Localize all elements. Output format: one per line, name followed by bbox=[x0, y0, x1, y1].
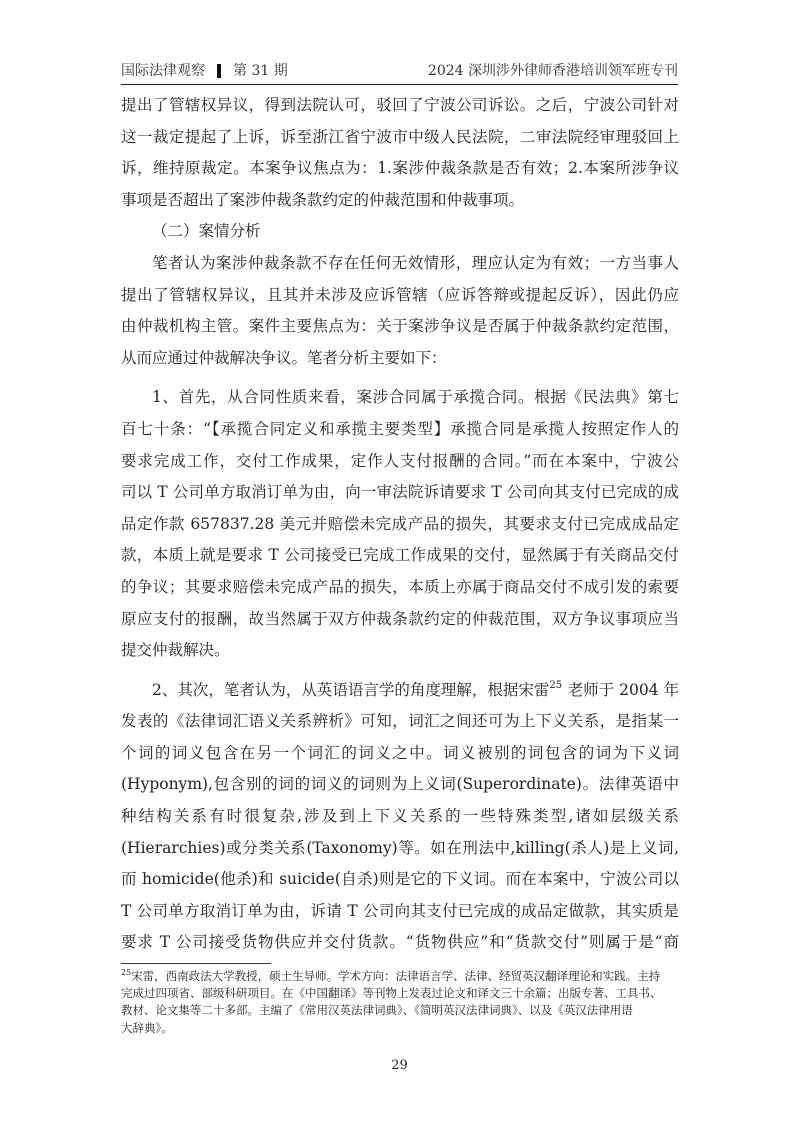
footnote-rule bbox=[121, 963, 271, 964]
text-line: 提出了管辖权异议，得到法院认可，驳回了宁波公司诉讼。之后，宁波公司针对 bbox=[121, 96, 679, 114]
footnote bbox=[121, 968, 679, 1037]
issue-number: 第 31 期 bbox=[233, 63, 288, 79]
text-line: 原应支付的报酬，故当然属于双方仲裁条款约定的仲裁范围，双方争议事项应当 bbox=[121, 609, 679, 628]
page-number: 29 bbox=[391, 1058, 408, 1073]
footnote-line: $^{25}$宋雷，西南政法大学教授，硕士生导师。学术方向：法律语言学、法律、经贸英汉翻译理论和实践。主持 bbox=[121, 968, 661, 983]
header-left bbox=[121, 60, 288, 80]
text-line: 由仲裁机构主管。案件主要焦点为：关于案涉争议是否属于仲裁条款约定范围， bbox=[121, 317, 679, 336]
text-line: 这一裁定提起了上诉，诉至浙江省宁波市中级人民法院，二审法院经审理驳回上 bbox=[121, 127, 679, 146]
section-heading: （二）案情分析 bbox=[152, 222, 261, 241]
text-segment: 2、其次，笔者认为，从英语语言学的角度理解，根据宋雷 bbox=[152, 680, 550, 699]
footnote-line: 大辞典》。 bbox=[121, 1020, 173, 1035]
text-line: 提出了管辖权异议，且其并未涉及应诉管辖（应诉答辩或提起反诉），因此仍应 bbox=[121, 285, 679, 304]
footnote-line: 教材、论文集等二十多部。主编了《常用汉英法律词典》、《简明英汉法律词典》、以及《英汉法律用语 bbox=[121, 1003, 633, 1018]
text-line: 要求 T 公司接受货物供应并交付货款。“货物供应”和“货款交付”则属于是“商 bbox=[121, 933, 679, 952]
text-line: 从而应通过仲裁解决争议。笔者分析主要如下： bbox=[121, 348, 447, 367]
text-line: 而 homicide(他杀)和 suicide(自杀)则是它的下义词。而在本案中，宁波公司以 bbox=[121, 870, 679, 889]
footnote-mark: 25 bbox=[121, 968, 132, 977]
text-line: 百七十条：“【承揽合同定义和承揽主要类型】承揽合同是承揽人按照定作人的 bbox=[121, 419, 679, 438]
text-line: 司以 T 公司单方取消订单为由，向一审法院诉请要求 T 公司向其支付已完成的成 bbox=[121, 483, 679, 502]
text-line: 发表的《法律词汇语义关系辨析》可知，词汇之间还可为上下义关系，是指某一 bbox=[121, 712, 679, 731]
text-line: 事项是否超出了案涉仲裁条款约定的仲裁范围和仲裁事项。 bbox=[121, 190, 525, 209]
text-line: 要求完成工作，交付工作成果，定作人支付报酬的合同。”而在本案中，宁波公 bbox=[121, 451, 679, 470]
text-line: (Hyponym),包含别的词的词义的词则为上义词(Superordinate)。法律英语中 bbox=[121, 775, 679, 794]
text-line: 诉，维持原裁定。本案争议焦点为：1.案涉仲裁条款是否有效；2.本案所涉争议 bbox=[121, 159, 679, 178]
text-line: 的争议；其要求赔偿未完成产品的损失，本质上亦属于商品交付不成引发的索要 bbox=[121, 577, 679, 596]
text-line: 1、首先，从合同性质来看，案涉合同属于承揽合同。根据《民法典》第七 bbox=[152, 388, 679, 407]
footnote-reference[interactable]: 25 bbox=[549, 679, 563, 691]
separator-bar-icon bbox=[217, 64, 221, 78]
text-line: T 公司单方取消订单为由，诉请 T 公司向其支付已完成的成品定做款，其实质是 bbox=[121, 901, 679, 920]
text-line: 笔者认为案涉仲裁条款不存在任何无效情形，理应认定为有效；一方当事人 bbox=[152, 253, 679, 272]
text-line: (Hierarchies)或分类关系(Taxonomy)等。如在刑法中,killing(杀人)是上义词, bbox=[121, 838, 679, 857]
text-line: 品定作款 657837.28 美元并赔偿未完成产品的损失，其要求支付已完成成品定 bbox=[121, 514, 679, 533]
text-line: 种结构关系有时很复杂,涉及到上下义关系的一些特殊类型,诸如层级关系 bbox=[121, 807, 679, 826]
text-line: 提交仲裁解决。 bbox=[121, 641, 230, 660]
text-line: 款，本质上就是要求 T 公司接受已完成工作成果的交付，显然属于有关商品交付 bbox=[121, 546, 679, 565]
text-segment: 老师于 2004 年 bbox=[567, 680, 679, 699]
page-header bbox=[121, 58, 678, 80]
text-line-with-footnote bbox=[121, 675, 679, 707]
header-rule bbox=[121, 84, 678, 85]
journal-title: 国际法律观察 bbox=[121, 63, 205, 79]
article-body bbox=[121, 90, 679, 959]
text-line: 个词的词义包含在另一个词汇的词义之中。词义被别的词包含的词为下义词 bbox=[121, 743, 679, 762]
footnote-line: 完成过四项省、部级科研项目。在《中国翻译》等刊物上发表过论文和译文三十余篇；出版专著、工具书、 bbox=[121, 986, 662, 1001]
special-issue-title: 2024 深圳涉外律师香港培训领军班专刊 bbox=[427, 63, 678, 79]
